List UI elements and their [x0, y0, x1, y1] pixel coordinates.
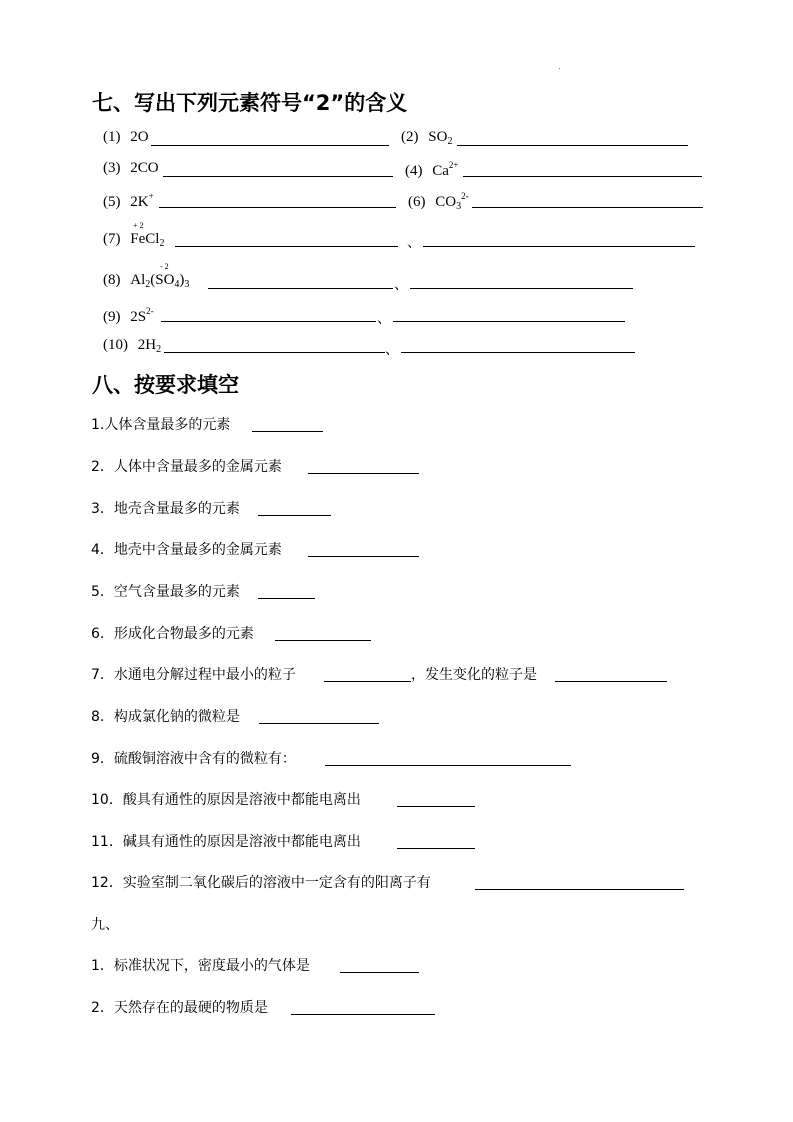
formula: 2S	[130, 309, 147, 325]
answer-blank[interactable]	[159, 207, 396, 208]
s8-item-2: 2．人体中含量最多的金属元素	[91, 459, 282, 475]
superscript: 2+	[448, 160, 459, 170]
s7-item-2	[401, 129, 452, 147]
separator: 、	[377, 311, 391, 327]
s8-item-11: 11．碱具有通性的原因是溶液中都能电离出	[91, 834, 361, 850]
s8-item-12: 12．实验室制二氧化碳后的溶液中一定含有的阳离子有	[91, 875, 431, 891]
section-8-title: 八、按要求填空	[92, 373, 239, 397]
answer-blank[interactable]	[208, 288, 393, 289]
answer-blank[interactable]	[555, 681, 667, 682]
formula: FeCl	[130, 231, 160, 247]
subscript: 4	[174, 279, 180, 290]
subscript: 3	[184, 279, 190, 290]
item-number: (7)	[103, 231, 121, 247]
item-number: (5)	[103, 194, 121, 210]
item-number: (3)	[103, 160, 121, 176]
formula: 2CO	[130, 160, 159, 176]
subscript: 2	[159, 238, 165, 249]
answer-blank[interactable]	[397, 806, 475, 807]
answer-blank[interactable]	[457, 145, 688, 146]
separator: 、	[385, 342, 399, 358]
s7-item-1	[103, 129, 149, 146]
superscript: 2-	[146, 306, 154, 316]
answer-blank[interactable]	[308, 556, 419, 557]
item-number: (2)	[401, 129, 419, 145]
s7-item-9	[103, 306, 154, 326]
formula: 2H	[137, 337, 157, 353]
s8-item-10: 10．酸具有通性的原因是溶液中都能电离出	[91, 792, 361, 808]
answer-blank[interactable]	[175, 246, 398, 247]
s7-item-6	[408, 191, 469, 212]
s8-item-7: 7．水通电分解过程中最小的粒子	[91, 667, 296, 683]
answer-blank[interactable]	[275, 640, 371, 641]
s8-item-1: 1.人体含量最多的元素	[91, 417, 231, 433]
answer-blank[interactable]	[463, 176, 702, 177]
answer-blank[interactable]	[325, 765, 571, 766]
answer-blank[interactable]	[291, 1014, 435, 1015]
answer-blank[interactable]	[259, 723, 379, 724]
valence-mark: + 2	[133, 221, 144, 230]
item-number: (8)	[103, 272, 121, 288]
valence-mark: - 2	[160, 262, 169, 271]
subscript: 3	[456, 201, 462, 212]
s8-item-3: 3．地壳含量最多的元素	[91, 501, 240, 517]
answer-blank[interactable]	[410, 288, 633, 289]
item-number: (10)	[103, 337, 128, 353]
separator: 、	[407, 235, 421, 251]
s7-item-7	[103, 231, 164, 249]
s8-item-7-part-2: ，发生变化的粒子是	[411, 667, 537, 683]
answer-blank[interactable]	[472, 207, 703, 208]
answer-blank[interactable]	[393, 321, 625, 322]
answer-blank[interactable]	[475, 889, 684, 890]
subscript: 2	[145, 279, 151, 290]
s9-item-1: 1．标准状况下，密度最小的气体是	[91, 958, 310, 974]
formula: CO	[435, 194, 457, 210]
speck	[559, 68, 560, 69]
answer-blank[interactable]	[258, 598, 315, 599]
formula: 2K	[130, 194, 149, 210]
formula-part: )	[179, 272, 185, 288]
item-number: (4)	[405, 163, 423, 179]
s7-item-8	[103, 272, 189, 290]
answer-blank[interactable]	[161, 321, 376, 322]
formula: Ca	[432, 163, 449, 179]
answer-blank[interactable]	[163, 176, 393, 177]
s8-item-8: 8．构成氯化钠的微粒是	[91, 709, 240, 725]
answer-blank[interactable]	[164, 352, 385, 353]
answer-blank[interactable]	[401, 352, 635, 353]
separator: 、	[394, 277, 408, 293]
s7-item-3	[103, 160, 159, 177]
subscript: 2	[156, 344, 162, 355]
superscript: +	[148, 191, 154, 201]
s8-item-5: 5．空气含量最多的元素	[91, 584, 240, 600]
answer-blank[interactable]	[151, 145, 389, 146]
formula-part: (SO	[150, 272, 175, 288]
s8-item-4: 4．地壳中含量最多的金属元素	[91, 542, 282, 558]
s7-item-5	[103, 191, 154, 211]
answer-blank[interactable]	[308, 473, 419, 474]
answer-blank[interactable]	[324, 681, 411, 682]
formula: SO	[428, 129, 448, 145]
section-7-title: 七、写出下列元素符号“2”的含义	[92, 91, 408, 115]
formula: 2O	[130, 129, 149, 145]
s8-item-9: 9．硫酸铜溶液中含有的微粒有：	[91, 751, 296, 767]
item-number: (9)	[103, 309, 121, 325]
s9-item-2: 2．天然存在的最硬的物质是	[91, 1000, 268, 1016]
superscript: 2-	[461, 191, 469, 201]
s7-item-10	[103, 337, 161, 355]
answer-blank[interactable]	[340, 972, 419, 973]
subscript: 2	[447, 136, 453, 147]
s7-item-4	[405, 160, 459, 180]
item-number: (6)	[408, 194, 426, 210]
item-number: (1)	[103, 129, 121, 145]
answer-blank[interactable]	[423, 246, 695, 247]
answer-blank[interactable]	[258, 515, 331, 516]
section-9-title: 九、	[91, 917, 119, 933]
answer-blank[interactable]	[252, 431, 323, 432]
s8-item-6: 6．形成化合物最多的元素	[91, 626, 254, 642]
formula-part: Al	[130, 272, 146, 288]
answer-blank[interactable]	[397, 848, 475, 849]
